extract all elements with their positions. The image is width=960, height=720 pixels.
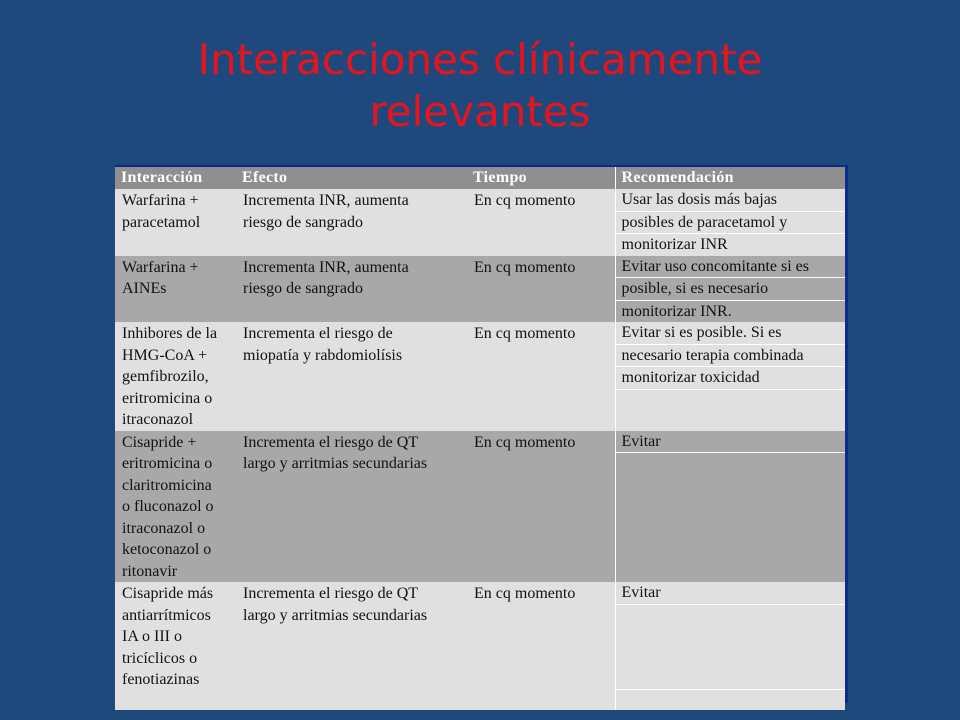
recomendacion-line: Evitar uso concomitante si es: [616, 256, 846, 279]
cell-interaccion: Cisapride más antiarrítmicos IA o III o tricíclicos o fenotiazinas: [115, 582, 236, 710]
table-row: [115, 322, 845, 431]
cell-efecto: Incrementa INR, aumenta riesgo de sangrado: [236, 256, 467, 323]
table-top-border: [115, 165, 847, 167]
header-recomendacion: Recomendación: [615, 167, 845, 189]
table-row: [115, 189, 845, 256]
header-efecto: Efecto: [236, 167, 467, 189]
header-interaccion: Interacción: [115, 167, 236, 189]
slide-title-line-2: relevantes: [369, 87, 591, 136]
cell-tiempo: En cq momento: [467, 322, 615, 431]
recomendacion-line: monitorizar toxicidad: [616, 367, 846, 390]
recomendacion-line: necesario terapia combinada: [616, 345, 846, 368]
interactions-table: [115, 167, 845, 710]
header-tiempo: Tiempo: [467, 167, 615, 189]
cell-tiempo: En cq momento: [467, 582, 615, 710]
cell-interaccion: Warfarina + paracetamol: [115, 189, 236, 256]
cell-recomendacion: [615, 256, 845, 323]
cell-recomendacion: [615, 582, 845, 710]
cell-interaccion: Inhibores de la HMG-CoA + gemfibrozilo, eritromicina o itraconazol: [115, 322, 236, 431]
recomendacion-line: posibles de paracetamol y: [616, 212, 846, 235]
cell-tiempo: En cq momento: [467, 431, 615, 583]
recomendacion-line: monitorizar INR.: [621, 302, 732, 320]
cell-efecto: Incrementa el riesgo de miopatía y rabdomiolísis: [236, 322, 467, 431]
cell-interaccion: Warfarina + AINEs: [115, 256, 236, 323]
table-right-border: [845, 165, 848, 703]
table-row: [115, 582, 845, 710]
table-row: [115, 431, 845, 583]
recomendacion-line: Evitar: [616, 582, 846, 605]
cell-efecto: Incrementa el riesgo de QT largo y arritmias secundarias: [236, 582, 467, 710]
cell-tiempo: En cq momento: [467, 256, 615, 323]
slide-title: [0, 34, 960, 138]
recomendacion-line: monitorizar INR: [621, 236, 728, 253]
cell-efecto: Incrementa el riesgo de QT largo y arritmias secundarias: [236, 431, 467, 583]
recomendacion-line: Usar las dosis más bajas: [616, 189, 846, 212]
cell-tiempo: En cq momento: [467, 189, 615, 256]
cell-efecto: Incrementa INR, aumenta riesgo de sangrado: [236, 189, 467, 256]
cell-interaccion: Cisapride + eritromicina o claritromicina o fluconazol o itraconazol o ketoconazol o ritonavir: [115, 431, 236, 583]
recomendacion-line: Evitar: [616, 431, 846, 454]
table-row: [115, 256, 845, 323]
cell-recomendacion: [615, 189, 845, 256]
recomendacion-line: Evitar si es posible. Si es: [616, 322, 846, 345]
interactions-table-container: [115, 165, 847, 703]
slide-title-line-1: Interacciones clínicamente: [197, 35, 763, 84]
recomendacion-line: posible, si es necesario: [616, 278, 846, 301]
recomendacion-blank-line: [616, 605, 846, 690]
cell-recomendacion: [615, 431, 845, 583]
table-header-row: [115, 167, 845, 189]
cell-recomendacion: [615, 322, 845, 431]
